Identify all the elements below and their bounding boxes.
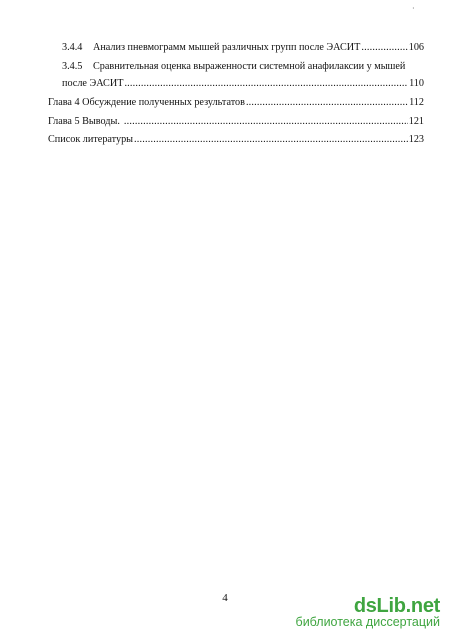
toc-entry-chapter-4 xyxy=(48,97,424,109)
toc-entry-title: Глава 4 Обсуждение полученных результатов xyxy=(48,97,245,108)
toc-entry-number: 3.4.4 xyxy=(62,42,83,53)
toc-dot-leader xyxy=(124,116,408,128)
watermark-logo: dsLib.net xyxy=(353,595,440,617)
toc-entry-title: Анализ пневмограмм мышей различных групп после ЭАСИТ xyxy=(93,42,361,53)
watermark-subtitle: библиотека диссертаций xyxy=(295,615,440,629)
toc-entry-references xyxy=(48,134,424,146)
toc-entry-page: 106 xyxy=(408,42,424,53)
toc-entry-page: 112 xyxy=(409,97,424,108)
toc-entry-3-4-4 xyxy=(62,42,424,54)
toc-dot-leader xyxy=(361,42,407,54)
toc-entry-page: 121 xyxy=(408,116,424,127)
toc-entry-title-continuation: после ЭАСИТ xyxy=(62,78,124,89)
scan-mark: · xyxy=(412,4,415,13)
page-number: 4 xyxy=(222,592,228,604)
toc-dot-leader xyxy=(134,134,408,146)
toc-entry-3-4-5 xyxy=(62,61,424,73)
toc-entry-page: 110 xyxy=(409,78,424,89)
toc-entry-title: Сравнительная оценка выраженности системной анафилаксии у мышей xyxy=(93,61,406,72)
watermark xyxy=(296,595,440,629)
toc-entry-number: 3.4.5 xyxy=(62,61,83,72)
toc-entry-page: 123 xyxy=(408,134,424,145)
toc-dot-leader xyxy=(124,78,408,90)
toc-entry-title: Глава 5 Выводы. xyxy=(48,116,120,127)
toc-entry-chapter-5 xyxy=(48,116,424,128)
toc-dot-leader xyxy=(246,97,408,109)
toc-entry-title: Список литературы xyxy=(48,134,134,145)
toc-entry-3-4-5-continuation xyxy=(62,78,424,90)
